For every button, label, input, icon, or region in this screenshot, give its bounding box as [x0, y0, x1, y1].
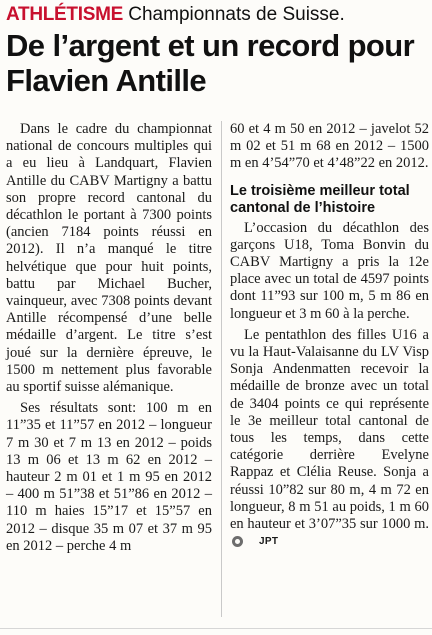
paragraph-results: Ses résultats sont: 100 m en 11”35 et 11”57 en 2012 – longueur 7 m 30 et 7 m 13 en 2012 – poids 13 m 06 et 13 m 62 en 2012 – hauteur 2 m 01 et 1 m 95 en 2012 – 400 m 51”38 et 51”86 en 2012 – 110 m haies 15”17 et 15”57 en 2012 – disque 35 m 07 et 37 m 95 en 2012 – perche 4 m: [6, 400, 212, 554]
author-signature: JPT: [259, 536, 279, 548]
section-subtitle: Championnats de Suisse.: [128, 4, 345, 25]
paragraph-intro: Dans le cadre du championnat national de concours multiples qui a eu lieu à Landquart, Flavien Antille du CABV Martigny a battu son propre record cantonal du décathlon le portant à 7300 points (ancien 7184 points réussi en 2012). Il n’a manqué le titre helvétique que pour huit points, battu par Michael Bucher, vainqueur, avec 7308 points devant Antille récompensé d’une belle médaille d’argent. Le titre s’est joué sur la dernière épreuve, le 1500 m nettement plus favorable au sportif suisse alémanique.: [6, 121, 212, 396]
right-column: [230, 121, 429, 555]
paragraph-results-continued: 60 et 4 m 50 en 2012 – javelot 52 m 02 et 51 m 68 en 2012 – 1500 m en 4’54”70 et 4’48”22 en 2012.: [230, 121, 429, 172]
paragraph-u18: L’occasion du décathlon des garçons U18, Toma Bonvin du CABV Martigny a pris la 12e place avec un total de 4597 points dont 11”93 sur 100 m, 5 m 86 en longueur et 3 m 60 à la perche.: [230, 219, 429, 322]
bottom-rule: [0, 628, 432, 629]
paragraph-u16: [230, 327, 429, 551]
photo-credit-icon: [232, 536, 243, 547]
article-subhead: Le troisième meilleur total cantonal de l’histoire: [230, 182, 410, 216]
article-headline: De l’argent et un record pour Flavien Antille: [6, 28, 415, 98]
section-category: ATHLÉTISME: [6, 4, 123, 25]
left-column: [6, 121, 212, 559]
article-kicker: [6, 4, 428, 26]
paragraph-u16-text: Le pentathlon des filles U16 a vu la Haut-Valaisanne du LV Visp Sonja Andenmatten recevoir la médaille de bronze avec un total de 3404 points ce qui représente le 3e meilleur total cantonal de tous les temps, dans cette catégorie derrière Evelyne Rappaz et Clélia Reuse. Sonja a réussi 10”82 sur 80 m, 4 m 72 en longueur, 8 m 51 au poids, 1 m 60 en hauteur et 3’07”35 sur 1000 m.: [230, 326, 429, 533]
column-divider: [221, 121, 222, 617]
article-body: [6, 121, 428, 621]
